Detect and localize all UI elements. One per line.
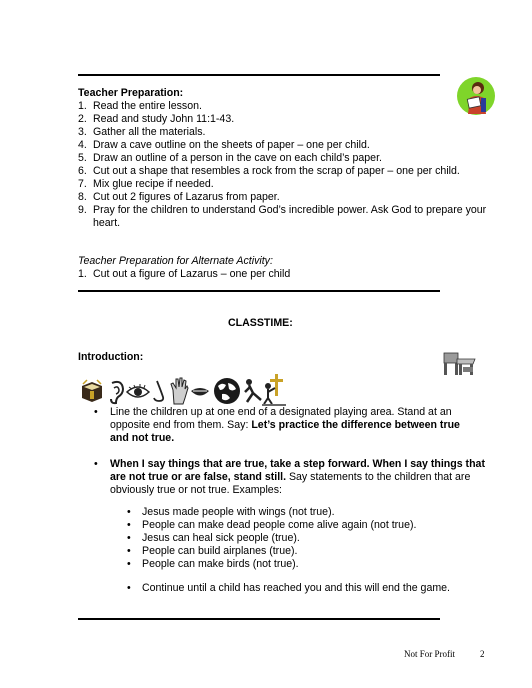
- closing-item: Continue until a child has reached you and this will end the game.: [142, 582, 450, 594]
- intro-bullet-2-line-1: When I say things that are true, take a step forward. When I say things that: [110, 458, 485, 470]
- desk-icon: [441, 347, 477, 377]
- intro-bullet-1-line-1: Line the children up at one end of a designated playing area. Stand at an: [110, 406, 452, 418]
- bullet-glyph: •: [127, 506, 131, 518]
- list-item: 7. Mix glue recipe if needed.: [78, 178, 214, 190]
- kneeling-figure-icon: [243, 378, 263, 404]
- example-item: Jesus can heal sick people (true).: [142, 532, 300, 544]
- alternate-prep-heading: Teacher Preparation for Alternate Activity:: [78, 255, 273, 267]
- list-item: 6. Cut out a shape that resembles a rock from the scrap of paper – one per child.: [78, 165, 460, 177]
- bottom-rule: [78, 618, 440, 620]
- example-item: People can build airplanes (true).: [142, 545, 298, 557]
- list-item: 1. Cut out a figure of Lazarus – one per child: [78, 268, 291, 280]
- hand-icon: [168, 376, 190, 406]
- teacher-prep-heading: Teacher Preparation:: [78, 87, 184, 99]
- teacher-reading-icon: [456, 76, 496, 116]
- example-item: Jesus made people with wings (not true).: [142, 506, 335, 518]
- list-item: 2. Read and study John 11:1-43.: [78, 113, 235, 125]
- list-item-continuation: heart.: [93, 217, 121, 229]
- list-item: 5. Draw an outline of a person in the cave on each child’s paper.: [78, 152, 382, 164]
- list-item: 1. Read the entire lesson.: [78, 100, 202, 112]
- top-rule: [78, 74, 440, 76]
- eye-icon: [126, 383, 150, 401]
- bullet-glyph: •: [127, 519, 131, 531]
- ear-icon: [106, 379, 126, 405]
- bullet-glyph: •: [94, 458, 98, 470]
- bullet-glyph: •: [127, 545, 131, 557]
- section-rule: [78, 290, 440, 292]
- example-item: People can make birds (not true).: [142, 558, 299, 570]
- bullet-glyph: •: [127, 558, 131, 570]
- list-item: 3. Gather all the materials.: [78, 126, 206, 138]
- bullet-glyph: •: [127, 532, 131, 544]
- footer-label: Not For Profit: [404, 649, 456, 659]
- intro-bullet-2-line-3: obviously true or not true. Examples:: [110, 484, 282, 496]
- classtime-heading: CLASSTIME:: [228, 317, 293, 329]
- bullet-glyph: •: [94, 406, 98, 418]
- introduction-heading: Introduction:: [78, 351, 144, 363]
- intro-bullet-2-line-2: are not true or are false, stand still. Say statements to the children that are: [110, 471, 471, 483]
- figure-with-cross-icon: [262, 372, 286, 406]
- list-item: 9. Pray for the children to understand God’s incredible power. Ask God to prepare your: [78, 204, 487, 216]
- globe-icon: [212, 376, 242, 406]
- bullet-glyph: •: [127, 582, 131, 594]
- intro-bullet-1-line-2: opposite end from them. Say: Let’s practice the difference between true: [110, 419, 460, 431]
- list-item: 4. Draw a cave outline on the sheets of paper – one per child.: [78, 139, 370, 151]
- intro-bullet-1-line-3: and not true.: [110, 432, 175, 444]
- page-number: 2: [480, 649, 485, 659]
- list-item: 8. Cut out 2 figures of Lazarus from paper.: [78, 191, 280, 203]
- bible-icon: [79, 378, 105, 404]
- example-item: People can make dead people come alive again (not true).: [142, 519, 417, 531]
- nose-icon: [151, 379, 167, 405]
- mouth-icon: [190, 383, 210, 401]
